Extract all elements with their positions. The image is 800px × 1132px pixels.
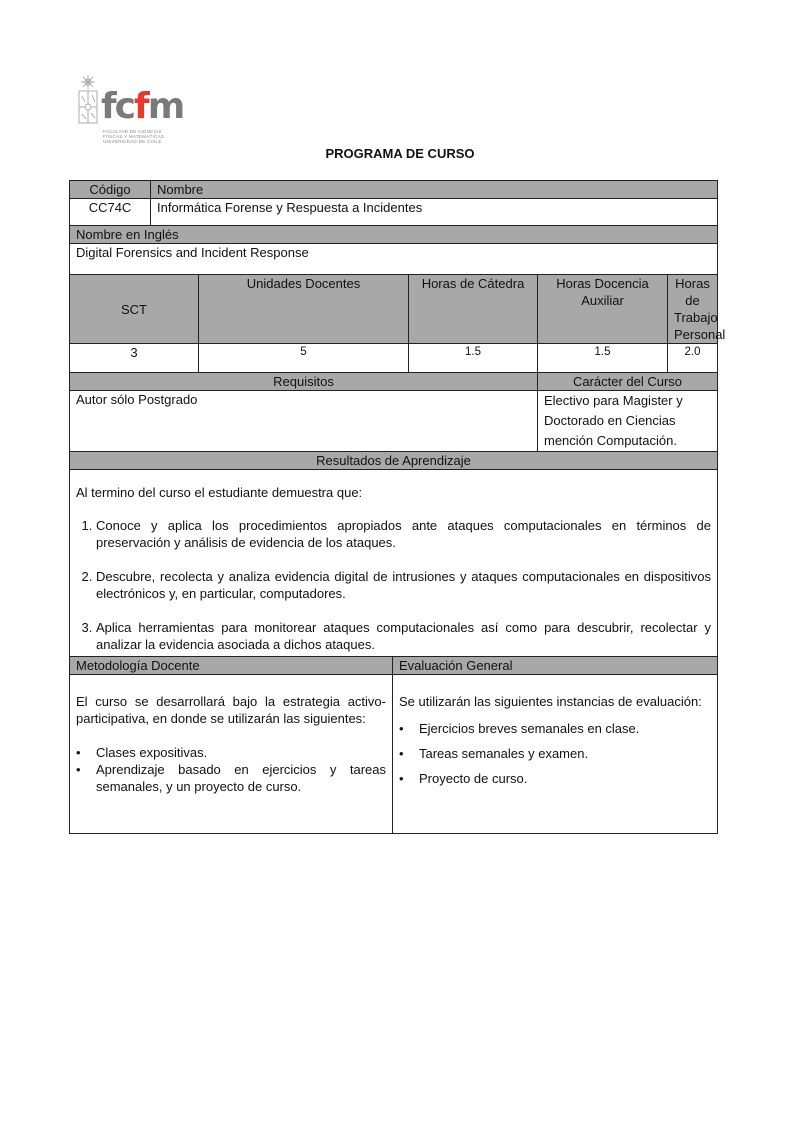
auxiliar-header: Horas Docencia Auxiliar	[538, 275, 668, 344]
resultados-body	[70, 470, 718, 673]
codigo-header: Código	[70, 181, 151, 199]
course-code: CC74C	[70, 199, 151, 226]
resultado-item: 1. Conoce y aplica los procedimientos apropiados ante ataques computacionales en términos de preservación y análisis de evidencia de los ataques.	[96, 517, 711, 551]
metodologia-list	[76, 744, 386, 795]
fcfm-wordmark: fcfm	[101, 86, 184, 127]
evaluacion-item: • Proyecto de curso.	[419, 770, 711, 787]
sct-header: SCT	[70, 275, 199, 344]
personal-value: 2.0	[668, 344, 718, 373]
evaluacion-intro: Se utilizarán las siguientes instancias de evaluación:	[399, 694, 702, 709]
catedra-header: Horas de Cátedra	[409, 275, 538, 344]
evaluacion-list	[399, 720, 711, 787]
nombre-header: Nombre	[151, 181, 718, 199]
metodologia-item: • Aprendizaje basado en ejercicios y tareas semanales, y un proyecto de curso.	[96, 761, 386, 795]
sct-value: 3	[70, 344, 199, 373]
methodology-evaluation-table	[69, 656, 718, 834]
metodologia-header: Metodología Docente	[70, 657, 393, 675]
auxiliar-value: 1.5	[538, 344, 668, 373]
university-emblem-icon	[76, 74, 100, 126]
personal-header: Horas de Trabajo Personal	[668, 275, 718, 344]
english-name: Digital Forensics and Incident Response	[70, 244, 718, 275]
resultados-header: Resultados de Aprendizaje	[70, 452, 718, 470]
requisitos-header: Requisitos	[70, 373, 538, 391]
course-info-table	[69, 180, 726, 673]
metodologia-body	[70, 675, 393, 834]
metodologia-item: • Clases expositivas.	[96, 744, 386, 761]
unidades-value: 5	[199, 344, 409, 373]
caracter-header: Carácter del Curso	[538, 373, 718, 391]
resultados-list	[76, 517, 711, 653]
evaluacion-header: Evaluación General	[393, 657, 718, 675]
evaluacion-item: • Ejercicios breves semanales en clase.	[419, 720, 711, 737]
resultados-intro: Al termino del curso el estudiante demuestra que:	[76, 485, 363, 500]
metodologia-intro: El curso se desarrollará bajo la estrategia activo-participativa, en donde se utilizarán las siguientes:	[76, 694, 386, 726]
resultado-item: 3. Aplica herramientas para monitorear ataques computacionales así como para descubrir, recolectar y analizar la evidencia asociada a dichos ataques.	[96, 619, 711, 653]
faculty-name: FACULTAD DE CIENCIAS FÍSICAS Y MATEMÁTICAS UNIVERSIDAD DE CHILE	[103, 129, 165, 144]
english-name-header: Nombre en Inglés	[70, 226, 718, 244]
requisitos-value: Autor sólo Postgrado	[70, 391, 538, 452]
caracter-value: Electivo para Magister y Doctorado en Ciencias mención Computación.	[538, 391, 718, 452]
page-title: PROGRAMA DE CURSO	[325, 146, 475, 161]
evaluacion-item: • Tareas semanales y examen.	[419, 745, 711, 762]
evaluacion-body	[393, 675, 718, 834]
resultado-item: 2. Descubre, recolecta y analiza evidencia digital de intrusiones y ataques computacionales en dispositivos electrónicos y, en particular, computadores.	[96, 568, 711, 602]
catedra-value: 1.5	[409, 344, 538, 373]
course-name: Informática Forense y Respuesta a Incidentes	[151, 199, 718, 226]
fcfm-logo	[74, 74, 184, 152]
unidades-header: Unidades Docentes	[199, 275, 409, 344]
